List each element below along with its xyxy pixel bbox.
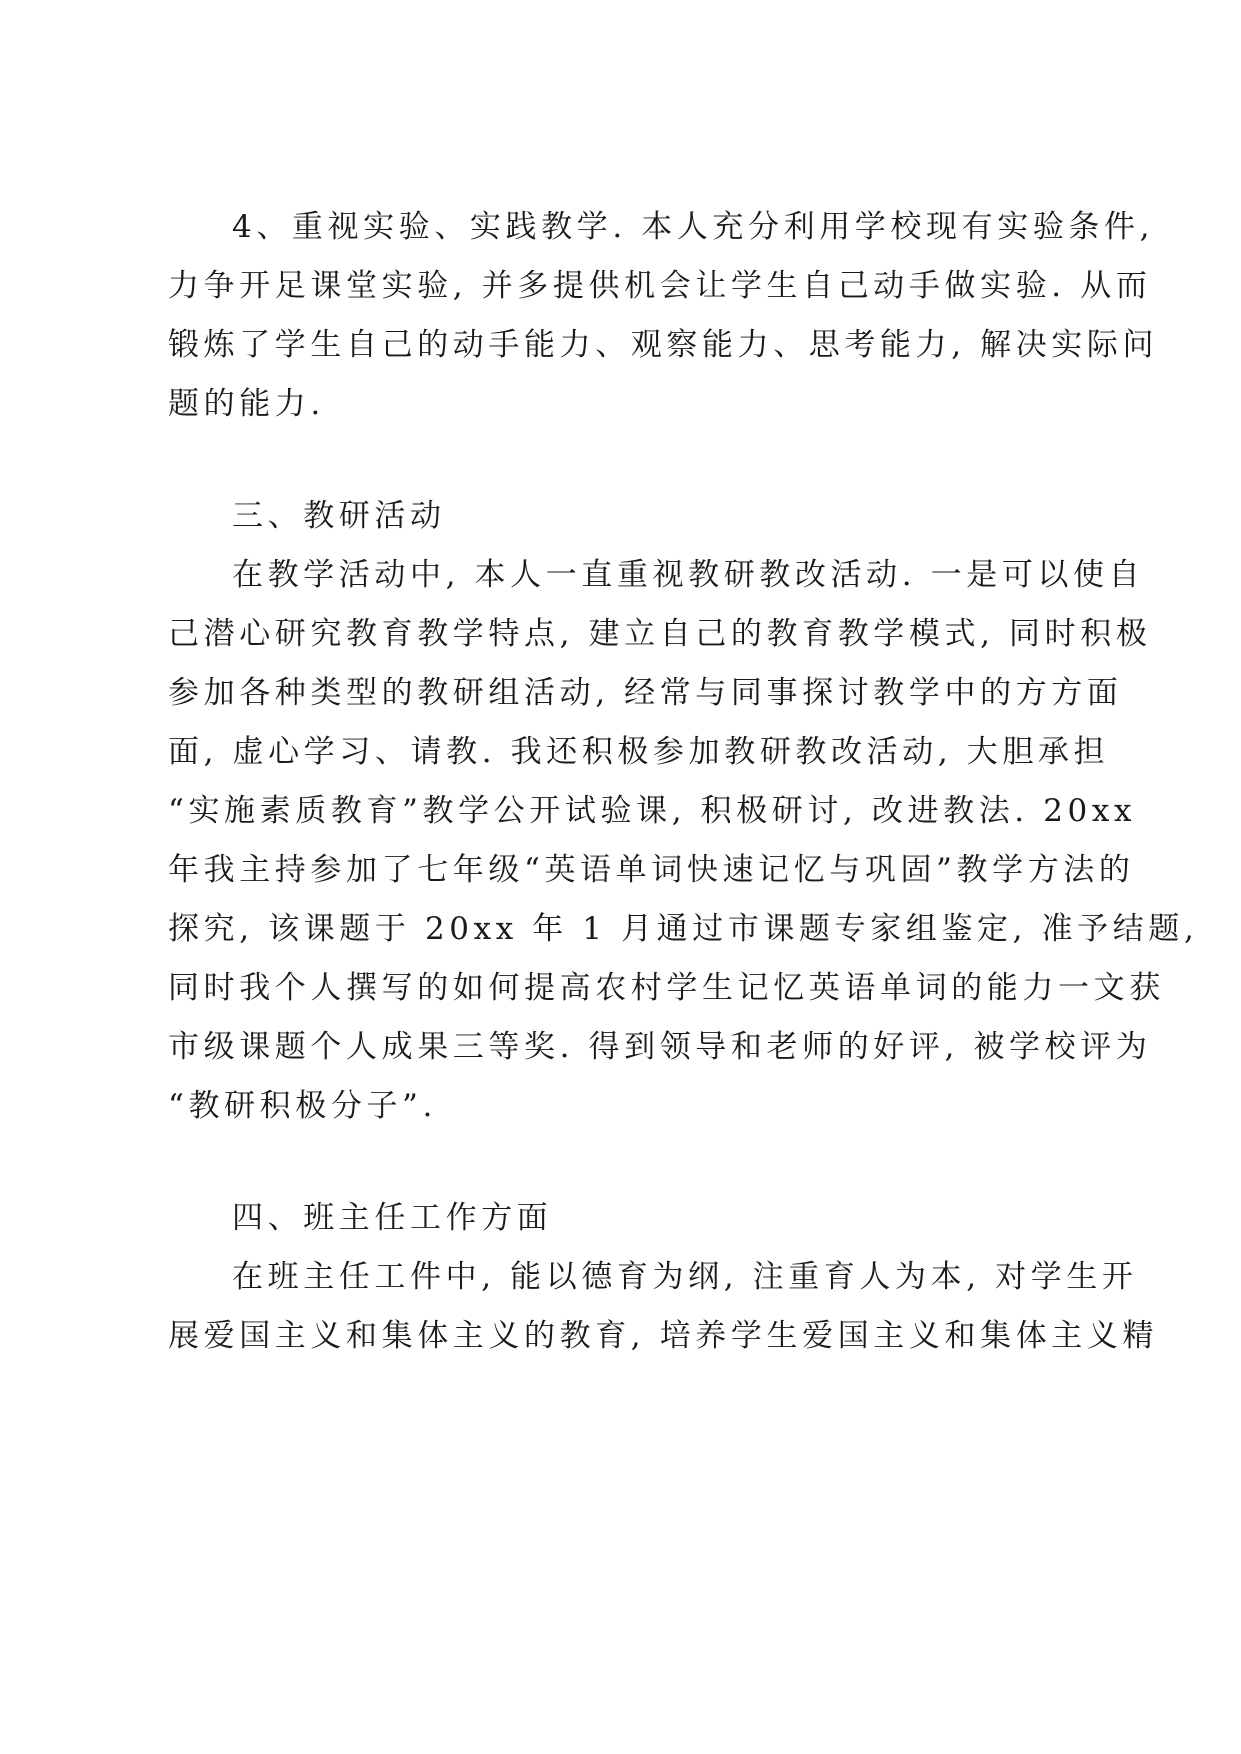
paragraph-line: 在班主任工件中, 能以德育为纲, 注重育人为本, 对学生开 xyxy=(232,1259,1138,1295)
paragraph-line: “教研积极分子”. xyxy=(168,1088,437,1124)
paragraph-line: 己潜心研究教育教学特点, 建立自己的教育教学模式, 同时积极 xyxy=(168,616,1152,652)
section-heading: 四、班主任工作方面 xyxy=(232,1200,553,1236)
paragraph-line: 同时我个人撰写的如何提高农村学生记忆英语单词的能力一文获 xyxy=(168,970,1165,1006)
paragraph-line: 年我主持参加了七年级“英语单词快速记忆与巩固”教学方法的 xyxy=(168,852,1135,888)
paragraph-line: 参加各种类型的教研组活动, 经常与同事探讨教学中的方方面 xyxy=(168,675,1123,711)
paragraph-line: 锻炼了学生自己的动手能力、观察能力、思考能力, 解决实际问 xyxy=(168,327,1159,363)
paragraph-line: 题的能力. xyxy=(168,386,325,422)
paragraph-line: 4、重视实验、实践教学. 本人充分利用学校现有实验条件, xyxy=(232,209,1155,245)
section-heading: 三、教研活动 xyxy=(232,498,446,534)
paragraph-line: 面, 虚心学习、请教. 我还积极参加教研教改活动, 大胆承担 xyxy=(168,734,1110,770)
paragraph-line: 力争开足课堂实验, 并多提供机会让学生自己动手做实验. 从而 xyxy=(168,268,1152,304)
paragraph-line: 展爱国主义和集体主义的教育, 培养学生爱国主义和集体主义精 xyxy=(168,1318,1159,1354)
paragraph-line: 在教学活动中, 本人一直重视教研教改活动. 一是可以使自 xyxy=(232,557,1145,593)
paragraph-line: 市级课题个人成果三等奖. 得到领导和老师的好评, 被学校评为 xyxy=(168,1029,1152,1065)
paragraph-line: “实施素质教育”教学公开试验课, 积极研讨, 改进教法. 20xx xyxy=(168,793,1137,829)
paragraph-line: 探究, 该课题于 20xx 年 1 月通过市课题专家组鉴定, 准予结题, xyxy=(168,911,1199,947)
